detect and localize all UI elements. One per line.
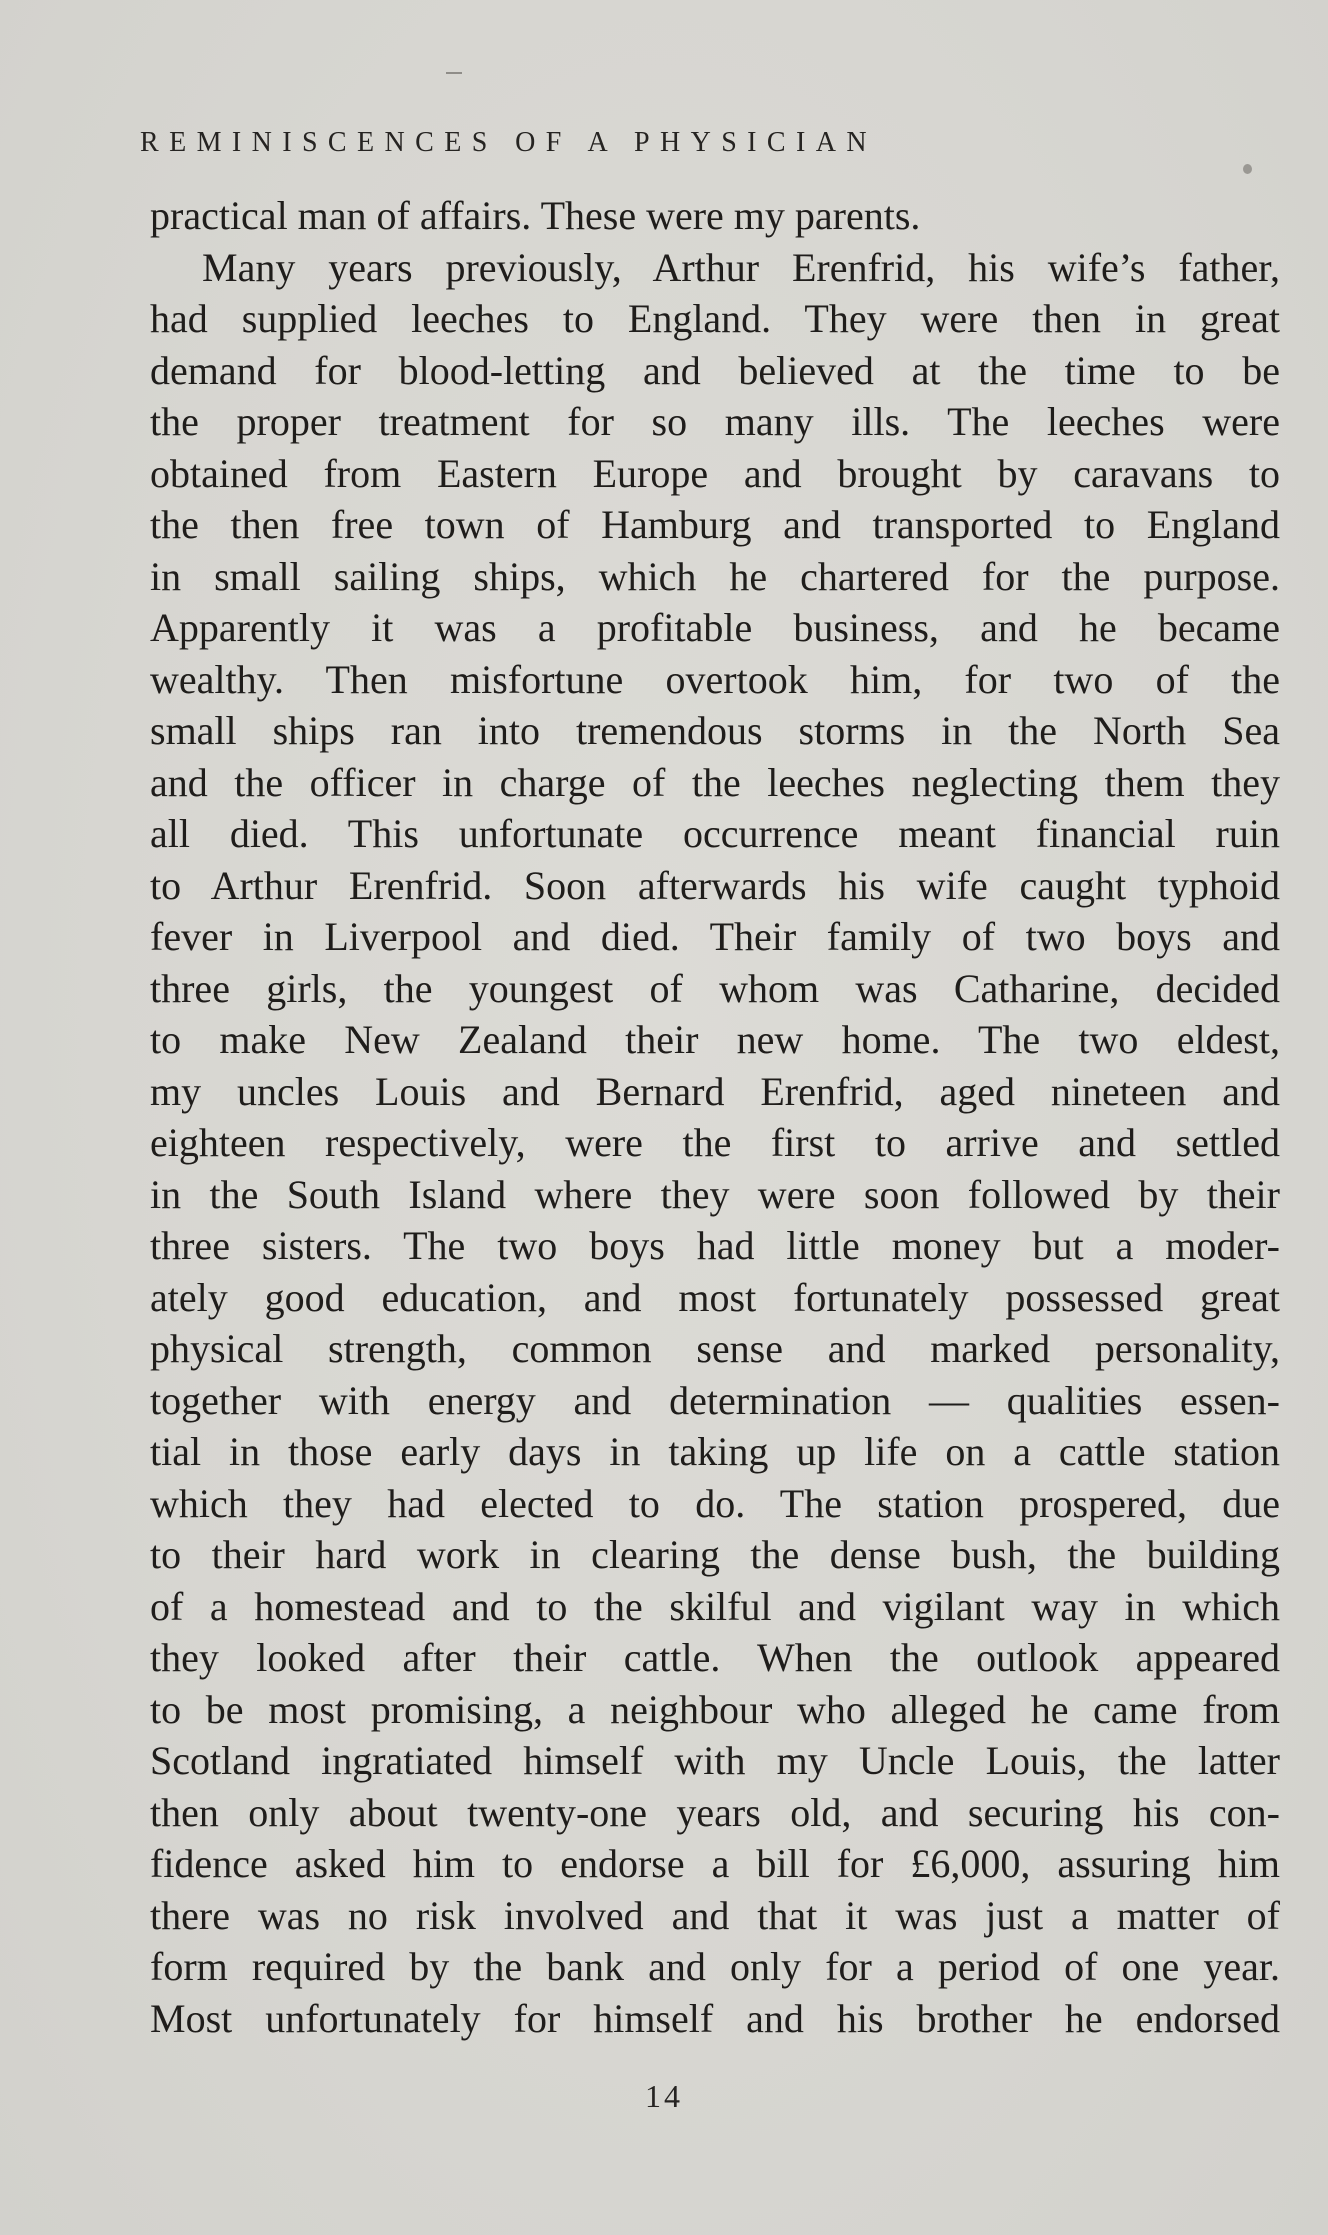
text-line: form required by the bank and only for a period of one year. <box>150 1944 1280 1989</box>
text-line: to their hard work in clearing the dense bush, the building <box>150 1532 1280 1577</box>
text-line: ately good education, and most fortunately possessed great <box>150 1274 1280 1320</box>
paper-speck <box>1243 164 1252 174</box>
text-line: together with energy and determination — qualities essen- <box>150 1377 1280 1423</box>
text-line: in the South Island where they were soon followed by their <box>150 1171 1280 1217</box>
text-line: small ships ran into tremendous storms in the North Sea <box>150 708 1280 753</box>
text-line: the proper treatment for so many ills. The leeches were <box>150 399 1280 444</box>
text-line: physical strength, common sense and marked personality, <box>150 1326 1280 1371</box>
text-line: eighteen respectively, were the first to arrive and settled <box>150 1120 1280 1165</box>
text-line: three girls, the youngest of whom was Catharine, decided <box>150 965 1280 1011</box>
text-line: tial in those early days in taking up life on a cattle station <box>150 1429 1280 1474</box>
text-line: Apparently it was a profitable business, and he became <box>150 605 1280 650</box>
text-line: they looked after their cattle. When the outlook appeared <box>150 1635 1280 1680</box>
text-line: and the officer in charge of the leeches neglecting them they <box>150 759 1280 805</box>
text-line: wealthy. Then misfortune overtook him, for two of the <box>150 656 1280 702</box>
text-line: fever in Liverpool and died. Their family of two boys and <box>150 914 1280 959</box>
text-line: then only about twenty-one years old, and securing his con- <box>150 1789 1280 1835</box>
text-line: Many years previously, Arthur Erenfrid, his wife’s father, <box>202 244 1280 290</box>
text-line: in small sailing ships, which he chartered for the purpose. <box>150 553 1280 599</box>
text-line: obtained from Eastern Europe and brought by caravans to <box>150 450 1280 496</box>
text-line: practical man of affairs. These were my parents. <box>150 193 921 238</box>
page-number: 14 <box>645 2078 683 2114</box>
text-line: to make New Zealand their new home. The two eldest, <box>150 1017 1280 1062</box>
text-line: Scotland ingratiated himself with my Uncle Louis, the latter <box>150 1738 1280 1783</box>
text-line: had supplied leeches to England. They were then in great <box>150 296 1280 341</box>
text-line: fidence asked him to endorse a bill for £6,000, assuring him <box>150 1841 1280 1886</box>
text-line: three sisters. The two boys had little money but a moder- <box>150 1223 1280 1268</box>
text-line: to be most promising, a neighbour who alleged he came from <box>150 1686 1280 1732</box>
text-line: all died. This unfortunate occurrence meant financial ruin <box>150 811 1280 856</box>
running-head: REMINISCENCES OF A PHYSICIAN <box>140 127 877 158</box>
body-text <box>150 190 1280 2044</box>
text-line: which they had elected to do. The station prospered, due <box>150 1480 1280 1526</box>
text-line: to Arthur Erenfrid. Soon afterwards his wife caught typhoid <box>150 862 1280 908</box>
text-line: there was no risk involved and that it was just a matter of <box>150 1892 1280 1938</box>
text-line: the then free town of Hamburg and transported to England <box>150 502 1280 547</box>
text-line: my uncles Louis and Bernard Erenfrid, aged nineteen and <box>150 1068 1280 1114</box>
text-line: of a homestead and to the skilful and vigilant way in which <box>150 1583 1280 1629</box>
text-line: demand for blood-letting and believed at the time to be <box>150 347 1280 393</box>
text-line: Most unfortunately for himself and his brother he endorsed <box>150 1995 1280 2041</box>
top-mark <box>446 72 462 74</box>
